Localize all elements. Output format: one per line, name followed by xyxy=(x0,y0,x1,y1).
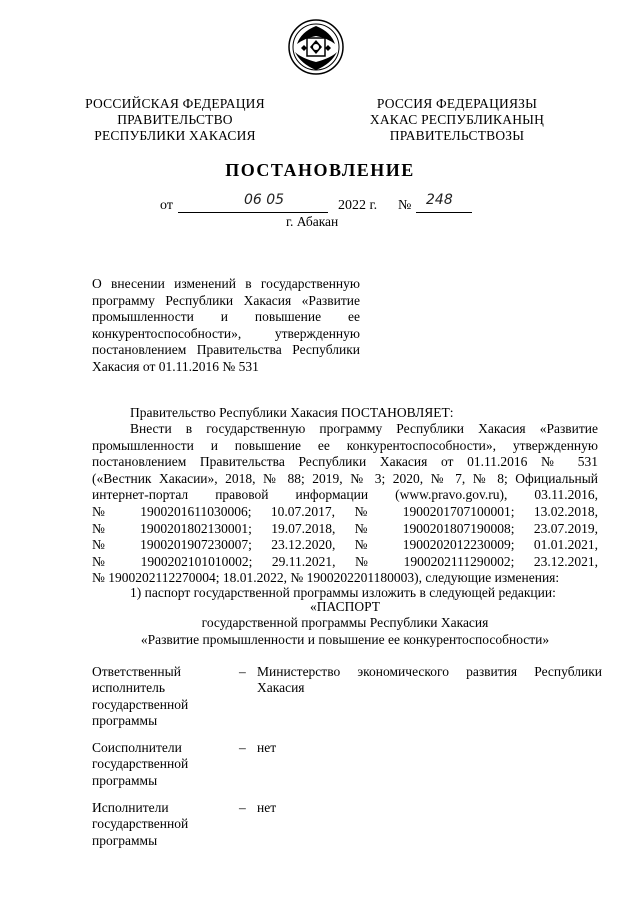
table-row-dash: – xyxy=(239,740,246,755)
header-left xyxy=(80,96,270,144)
table-value-line: Министерство экономического развития Республики xyxy=(257,664,602,679)
paragraph-line: № 1900201611030006; 10.07.2017, № 1900201707100001; 13.02.2018, xyxy=(92,503,598,519)
table-label-line: государственной xyxy=(92,816,189,832)
date-year: 2022 г. xyxy=(338,198,378,213)
passport-heading-line: «Развитие промышленности и повышение ее конкурентоспособности» xyxy=(140,631,550,647)
header-right-line: ХАКАС РЕСПУБЛИКАНЫҢ xyxy=(369,112,545,127)
table-label-line: программы xyxy=(92,832,158,848)
passport-heading-line: государственной программы Республики Хакасия xyxy=(201,615,489,631)
header-left-line: ПРАВИТЕЛЬСТВО xyxy=(117,112,233,127)
number-sign: № xyxy=(398,198,412,213)
header-right xyxy=(352,96,562,144)
paragraph-line: № 1900202112270004; 18.01.2022, № 1900202201180003), следующие изменения: xyxy=(92,570,560,586)
paragraph-line: («Вестник Хакасии», 2018, № 88; 2019, № 3; 2020, № 7, № 8; Официальный xyxy=(92,470,598,486)
table-label-line: программы xyxy=(92,772,158,788)
table-row-label xyxy=(92,800,232,849)
document-title: ПОСТАНОВЛЕНИЕ xyxy=(225,160,415,180)
handwritten-date: 06 05 xyxy=(244,192,285,208)
table-label-line: Ответственный xyxy=(92,664,181,679)
passport-heading-line: «ПАСПОРТ xyxy=(310,599,380,614)
coat-of-arms-icon xyxy=(287,18,345,76)
paragraph-line: Внести в государственную программу Республики Хакасия «Развитие xyxy=(130,421,598,436)
paragraph-line: № 1900201802130001; 19.07.2018, № 1900201807190008; 23.07.2019, xyxy=(92,520,598,536)
handwritten-number: 248 xyxy=(426,192,453,208)
table-row-dash: – xyxy=(239,800,246,815)
header-left-line: РЕСПУБЛИКИ ХАКАСИЯ xyxy=(94,128,256,143)
date-line xyxy=(160,192,480,216)
paragraph-line: № 1900201907230007; 23.12.2020, № 1900202012230009; 01.01.2021, xyxy=(92,537,598,553)
paragraph-line: № 1900202101010002; 29.11.2021, № 1900202111290002; 23.12.2021, xyxy=(92,553,598,569)
table-row-dash: – xyxy=(239,664,246,679)
table-label-line: государственной xyxy=(92,756,189,772)
table-value-line: нет xyxy=(257,740,277,755)
city: г. Абакан xyxy=(286,214,339,229)
table-label-line: государственной xyxy=(92,696,189,712)
document-subject: О внесении изменений в государственную программу Республики Хакасия «Развитие промышленности и повышение ее конкурентоспособности», утвержденную постановлением Правительства Республики Хакасия от 01.11.2016 № 531 xyxy=(92,276,360,374)
table-row-value xyxy=(257,740,602,756)
date-prefix: от xyxy=(160,198,173,213)
table-label-line: исполнитель xyxy=(92,680,165,696)
table-row-value xyxy=(257,800,602,816)
paragraph-line: промышленности и повышение ее конкурентоспособности», утвержденную xyxy=(92,437,598,453)
resolution-intro: Правительство Республики Хакасия ПОСТАНОВЛЯЕТ: xyxy=(130,405,454,420)
table-label-line: Исполнители xyxy=(92,800,169,815)
item-1: 1) паспорт государственной программы изложить в следующей редакции: xyxy=(130,585,556,600)
passport-heading xyxy=(92,599,598,648)
table-row-value xyxy=(257,664,602,697)
header-left-line: РОССИЙСКАЯ ФЕДЕРАЦИЯ xyxy=(85,96,265,111)
header-right-line: ПРАВИТЕЛЬСТВОЗЫ xyxy=(389,128,525,143)
paragraph-line: интернет-портал правовой информации (www.pravo.gov.ru), 03.11.2016, xyxy=(92,487,598,503)
table-row-label xyxy=(92,740,232,789)
table-value-line: нет xyxy=(257,800,277,815)
table-row-label xyxy=(92,664,232,730)
table-value-line: Хакасия xyxy=(257,680,305,696)
table-label-line: программы xyxy=(92,713,158,729)
header-right-line: РОССИЯ ФЕДЕРАЦИЯЗЫ xyxy=(376,96,538,111)
resolution-paragraph xyxy=(92,421,598,587)
table-label-line: Соисполнители xyxy=(92,740,182,755)
paragraph-line: постановлением Правительства Республики Хакасия от 01.11.2016 № 531 xyxy=(92,454,598,470)
